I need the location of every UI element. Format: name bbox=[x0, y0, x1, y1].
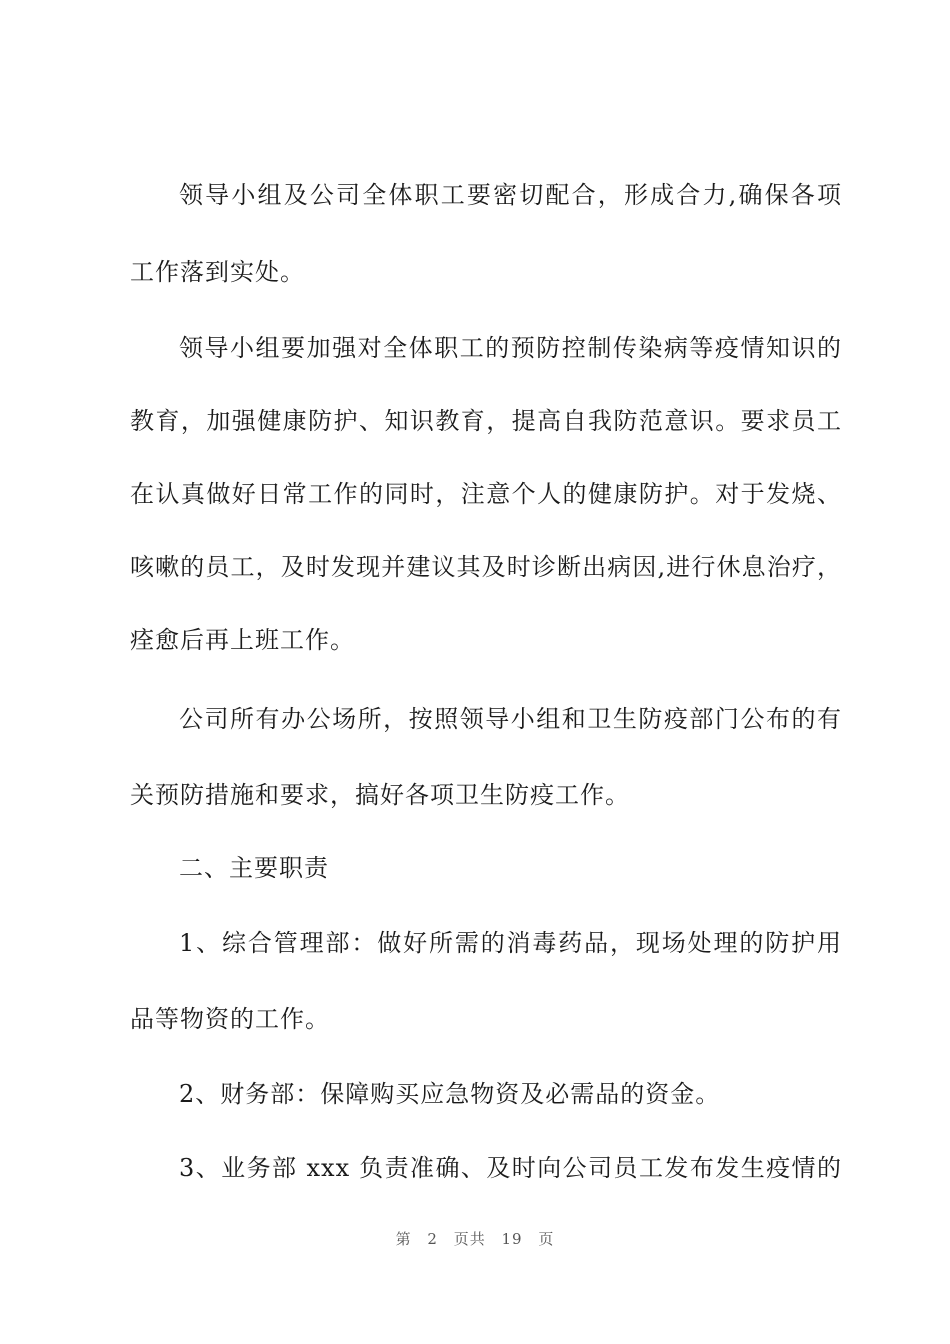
paragraph-line: 3、业务部 xxx 负责准确、及时向公司员工发布发生疫情的 bbox=[179, 1154, 842, 1182]
paragraph-line: 关预防措施和要求，搞好各项卫生防疫工作。 bbox=[130, 781, 630, 809]
paragraph-line: 品等物资的工作。 bbox=[130, 1005, 330, 1033]
page-number-footer: 第 2 页共 19 页 bbox=[395, 1230, 555, 1248]
paragraph-line: 1、综合管理部：做好所需的消毒药品，现场处理的防护用 bbox=[179, 929, 842, 957]
paragraph-line: 领导小组及公司全体职工要密切配合，形成合力,确保各项 bbox=[179, 181, 842, 209]
paragraph-line: 在认真做好日常工作的同时，注意个人的健康防护。对于发烧、 bbox=[130, 480, 842, 508]
paragraph-line: 教育，加强健康防护、知识教育，提高自我防范意识。要求员工 bbox=[130, 407, 842, 435]
paragraph-line: 2、财务部：保障购买应急物资及必需品的资金。 bbox=[179, 1080, 721, 1108]
section-heading: 二、主要职责 bbox=[179, 854, 329, 882]
paragraph-line: 工作落到实处。 bbox=[130, 258, 305, 286]
paragraph-line: 痊愈后再上班工作。 bbox=[130, 626, 355, 654]
paragraph-line: 咳嗽的员工，及时发现并建议其及时诊断出病因,进行休息治疗， bbox=[130, 553, 842, 581]
paragraph-line: 领导小组要加强对全体职工的预防控制传染病等疫情知识的 bbox=[179, 334, 842, 362]
paragraph-line: 公司所有办公场所，按照领导小组和卫生防疫部门公布的有 bbox=[179, 705, 842, 733]
